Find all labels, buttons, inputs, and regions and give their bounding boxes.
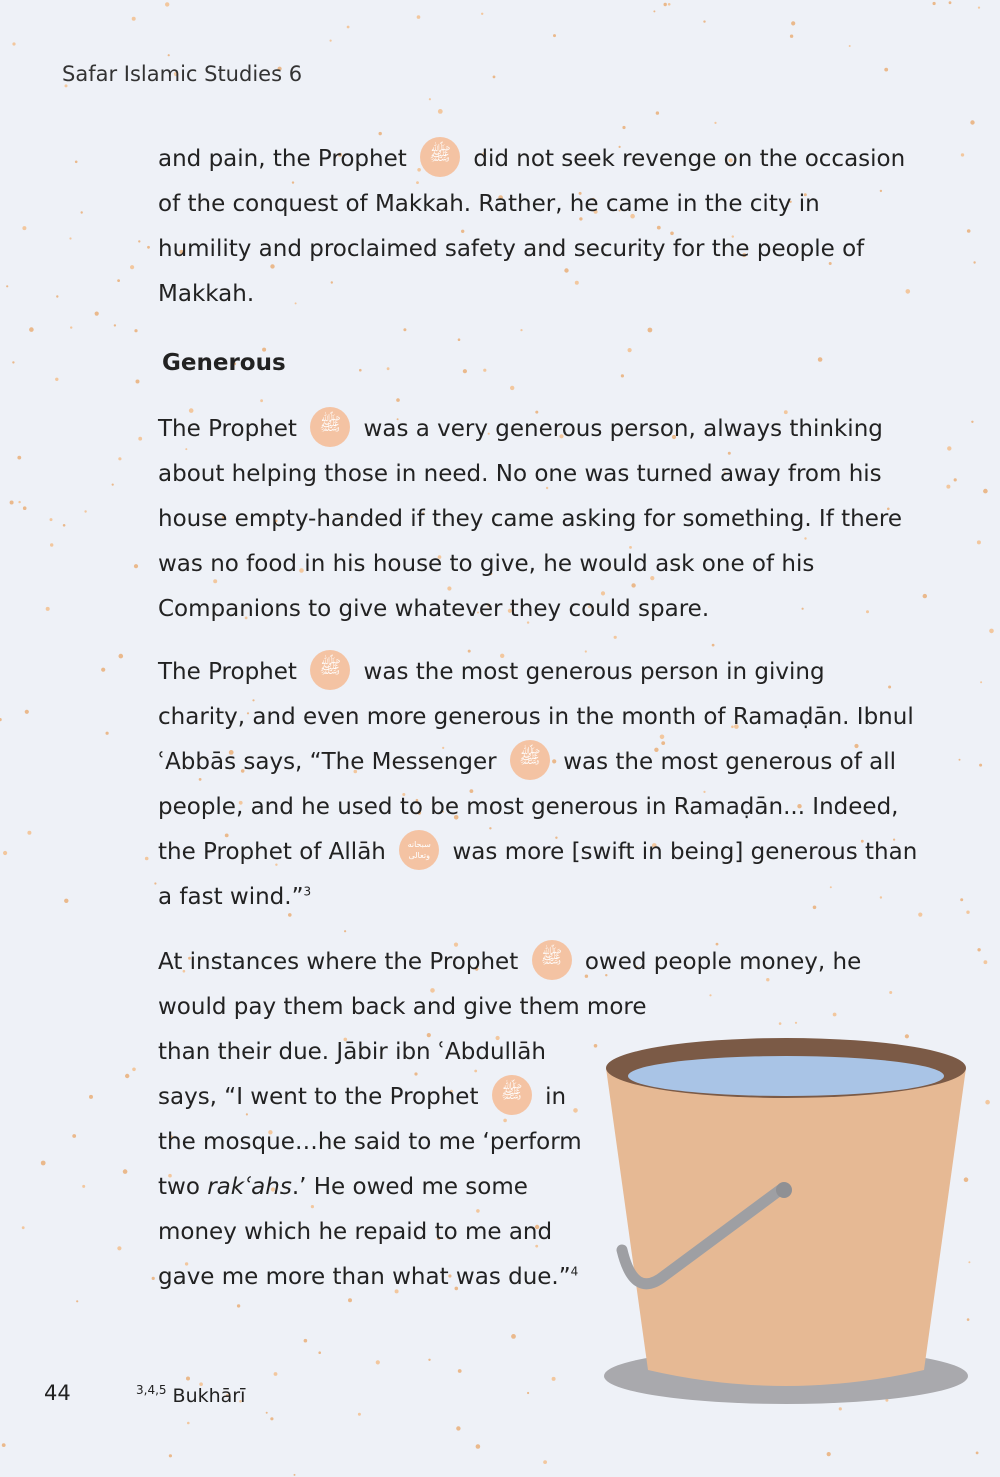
speckle (25, 710, 29, 714)
paragraph-generous-3 (158, 940, 918, 1300)
speckle (510, 386, 514, 390)
speckle (138, 240, 140, 242)
speckle (923, 594, 927, 598)
speckle (132, 17, 136, 21)
speckle (979, 764, 982, 767)
speckle (980, 681, 982, 683)
speckle (703, 20, 705, 22)
speckle (520, 329, 522, 331)
speckle (712, 644, 715, 647)
speckle (978, 7, 980, 9)
speckle (989, 629, 994, 634)
speckle (136, 380, 140, 384)
speckle (428, 1359, 430, 1361)
speckle (72, 1134, 76, 1138)
speckle (971, 421, 973, 423)
speckle (376, 1360, 380, 1364)
speckle (266, 1412, 268, 1414)
speckle (664, 3, 667, 6)
para3-text-d: was more [swift in being] generous than a fast wind.” (158, 839, 918, 910)
speckle (973, 261, 975, 263)
speckle (959, 759, 961, 761)
para3-text-a: The Prophet (158, 659, 297, 685)
para4-text-d: than their due. Jābir ibn ʿAbdullāh (158, 1039, 546, 1065)
speckle (954, 478, 957, 481)
paragraph-generous-2 (158, 650, 918, 920)
speckle (983, 489, 988, 494)
speckle (614, 636, 617, 639)
speckle (330, 40, 332, 42)
speckle (29, 327, 34, 332)
speckle (960, 898, 963, 901)
speckle (82, 1185, 85, 1188)
speckle (358, 1413, 361, 1416)
speckle (653, 10, 655, 12)
speckle (947, 446, 951, 450)
speckle (168, 54, 170, 56)
speckle (438, 109, 443, 114)
speckle (132, 1068, 136, 1072)
speckle (379, 132, 382, 135)
speckle (818, 357, 823, 362)
speckle (154, 882, 156, 884)
footnote-marks: 3,4,5 (136, 1383, 167, 1397)
speckle (138, 437, 142, 441)
para4-text-i: .’ He owed me some (291, 1174, 528, 1200)
speckle (403, 328, 406, 331)
speckle (970, 120, 974, 124)
speckle (347, 26, 350, 29)
speckle (827, 1452, 831, 1456)
section-heading-generous: Generous (162, 350, 286, 376)
speckle (984, 960, 988, 964)
speckle (458, 1369, 462, 1373)
para4-text-k: gave me more than what was due.” (158, 1264, 571, 1290)
speckle (101, 668, 105, 672)
speckle (553, 34, 556, 37)
speckle (63, 524, 66, 527)
speckle (977, 540, 981, 544)
footnote-source: Bukhārī (172, 1385, 246, 1407)
speckle (46, 607, 50, 611)
speckle (112, 484, 114, 486)
speckle (481, 13, 483, 15)
speckle (237, 1304, 240, 1307)
speckle (344, 930, 346, 932)
speckle (75, 161, 78, 164)
speckle (12, 361, 14, 363)
speckle (552, 1377, 556, 1381)
speckle (134, 329, 137, 332)
speckle (476, 1444, 481, 1449)
page-number: 44 (44, 1381, 71, 1405)
speckle (56, 295, 58, 297)
speckle (884, 68, 888, 72)
speckle (429, 98, 431, 100)
speckle (985, 1100, 990, 1105)
para1-text-a: and pain, the Prophet (158, 146, 407, 172)
salawat-honorific-icon (310, 407, 350, 447)
speckle (0, 718, 2, 721)
speckle (949, 1, 952, 4)
speckle (294, 1474, 296, 1476)
subhanahu-wa-taala-icon (399, 830, 439, 870)
speckle (125, 1074, 129, 1078)
speckle (493, 76, 496, 79)
speckle (463, 369, 467, 373)
speckle (106, 732, 109, 735)
para1-text-b: did not seek revenge on the occasion of the conquest of Makkah. Rather, he came in the city in humility and proclaimed safety and security for the people of Makkah. (158, 146, 906, 307)
speckle (119, 654, 124, 659)
speckle (318, 1351, 321, 1354)
speckle (6, 285, 8, 287)
para4-text-f: in (545, 1084, 567, 1110)
speckle (187, 1422, 190, 1425)
speckle (456, 1426, 460, 1430)
speckle (260, 399, 263, 402)
speckle (95, 312, 99, 316)
speckle (130, 265, 134, 269)
para2-text-a: The Prophet (158, 416, 297, 442)
term-rakahs: rakʿahs (207, 1174, 292, 1200)
speckle (18, 501, 20, 503)
speckle (483, 369, 486, 372)
paragraph-mercy (158, 137, 918, 317)
para4-text-a: At instances where the Prophet (158, 949, 519, 975)
speckle (622, 126, 625, 129)
footnote-ref-3: 3 (303, 884, 312, 899)
paragraph-generous-1 (158, 407, 918, 632)
running-head: Safar Islamic Studies 6 (62, 62, 303, 86)
salawat-honorific-icon (310, 650, 350, 690)
salawat-honorific-icon (420, 137, 460, 177)
speckle (628, 348, 632, 352)
speckle (270, 1417, 273, 1420)
speckle (656, 111, 659, 114)
speckle (76, 1300, 78, 1302)
salawat-honorific-icon (492, 1075, 532, 1115)
speckle (417, 15, 421, 19)
speckle (89, 1095, 93, 1099)
speckle (118, 457, 121, 460)
speckle (648, 328, 653, 333)
speckle (22, 226, 26, 230)
speckle (69, 237, 71, 239)
speckle (918, 913, 922, 917)
salawat-honorific-icon (510, 740, 550, 780)
speckle (10, 501, 14, 505)
speckle (359, 369, 362, 372)
speckle (81, 211, 83, 213)
speckle (55, 378, 58, 381)
speckle (27, 831, 31, 835)
speckle (396, 398, 400, 402)
para4-text-b: owed people money, he (584, 949, 862, 975)
speckle (186, 1377, 190, 1381)
speckle (147, 246, 150, 249)
speckle (976, 1452, 979, 1455)
para4-text-e: says, “I went to the Prophet (158, 1084, 479, 1110)
speckle (274, 1372, 278, 1376)
speckle (123, 1169, 128, 1174)
speckle (791, 21, 795, 25)
speckle (967, 229, 971, 233)
para3-text-c: was the most generous of all people, and he used to be most generous in Ramaḍān... Indeed, the Prophet of Allāh (158, 749, 899, 865)
speckle (458, 338, 461, 341)
speckle (961, 153, 964, 156)
footnote (136, 1383, 245, 1407)
speckle (134, 564, 138, 568)
speckle (17, 456, 21, 460)
speckle (527, 1392, 529, 1394)
speckle (966, 911, 969, 914)
speckle (117, 279, 120, 282)
speckle (152, 1277, 155, 1280)
para4-text-j: money which he repaid to me and (158, 1219, 553, 1245)
para4-text-c: would pay them back and give them more (158, 994, 647, 1020)
speckle (543, 1460, 547, 1464)
footnote-ref-4: 4 (570, 1264, 579, 1279)
speckle (84, 510, 86, 512)
speckle (3, 851, 7, 855)
speckle (50, 543, 53, 546)
speckle (790, 35, 793, 38)
speckle (64, 899, 68, 903)
speckle (50, 518, 53, 521)
speckle (117, 1246, 121, 1250)
speckle (977, 948, 980, 951)
speckle (169, 1454, 172, 1457)
speckle (387, 367, 390, 370)
para4-text-h: two (158, 1174, 200, 1200)
speckle (145, 857, 149, 861)
speckle (114, 324, 116, 326)
speckle (23, 506, 27, 510)
speckle (41, 1161, 46, 1166)
speckle (668, 3, 671, 6)
para2-text-b: was a very generous person, always thinking about helping those in need. No one was turned away from his house empty-handed if they came asking for something. If there was no food in his house to give, he would ask one of his Companions to give whatever they could spare. (158, 416, 902, 622)
salawat-honorific-icon (532, 940, 572, 980)
speckle (70, 326, 72, 328)
speckle (22, 1226, 25, 1229)
speckle (511, 1334, 516, 1339)
speckle (933, 2, 936, 5)
speckle (849, 45, 851, 47)
speckle (621, 374, 624, 377)
speckle (165, 2, 169, 6)
speckle (12, 42, 15, 45)
speckle (714, 122, 716, 124)
speckle (304, 1339, 308, 1343)
speckle (2, 1443, 6, 1447)
para3-text-b: was the most generous person in giving charity, and even more generous in the month of Ramaḍān. Ibnul ʿAbbās says, “The Messenger (158, 659, 914, 775)
speckle (946, 485, 950, 489)
para4-text-g: the mosque…he said to me ‘perform (158, 1129, 582, 1155)
